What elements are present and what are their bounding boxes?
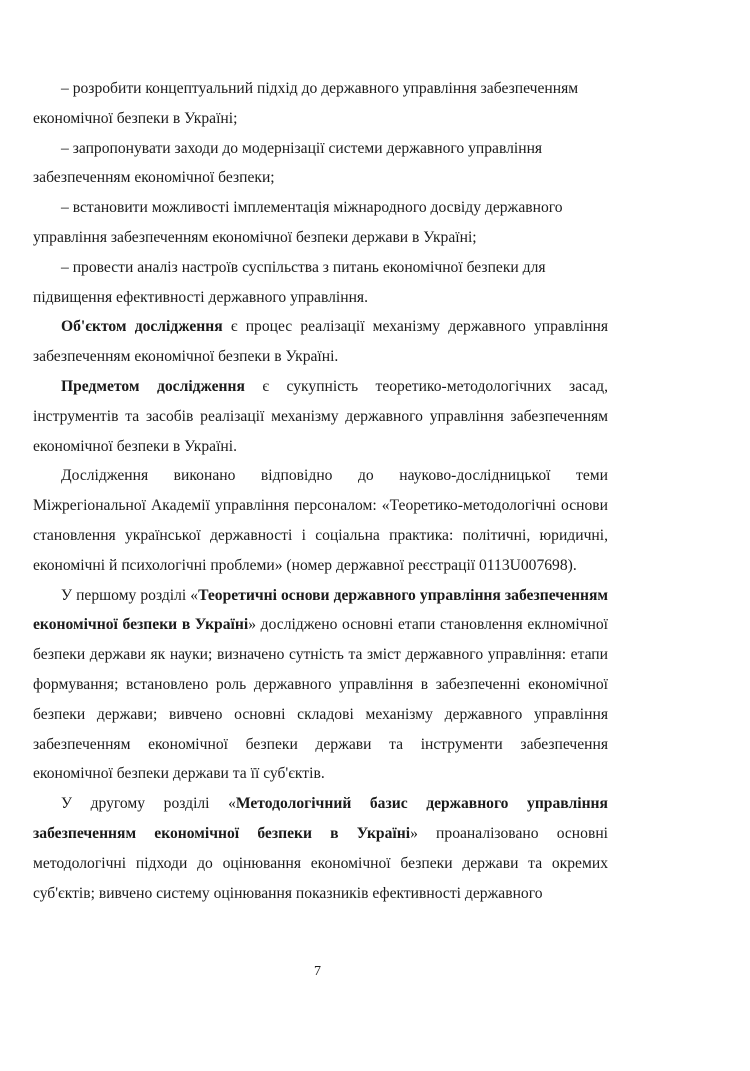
bullet-1: – розробити концептуальний підхід до державного управління забезпеченням економічної безпеки в Україні; (33, 80, 579, 127)
research-object-paragraph (33, 312, 608, 372)
research-object-text: є процес реалізації механізму державного управління забезпеченням економічної безпеки в Україні. (33, 318, 608, 366)
chapter-1-text: » досліджено основні етапи становлення еклномічної безпеки держави як науки; визначено сутність та зміст державного управління: етапи формування; встановлено роль державного управління в забезпеченні економічної безпеки держави; вивчено основні складові механізму державного управління забезпеченням економічної безпеки держави та інструменти забезпечення економічної безпеки держави та її суб'єктів. (33, 616, 608, 783)
chapter-2-paragraph (33, 789, 608, 908)
research-object-label: Об'єктом дослідження (61, 318, 223, 336)
bullet-3: – встановити можливості імплементація міжнародного досвіду державного управління забезпеченням економічної безпеки держави в Україні; (33, 199, 563, 246)
body-text (33, 74, 608, 908)
research-subject-text: є сукупність теоретико-методологічних засад, інструментів та засобів реалізації механізму державного управління забезпеченням економічної безпеки в Україні. (33, 377, 608, 455)
research-subject-label: Предметом дослідження (61, 377, 245, 395)
chapter-1-paragraph (33, 581, 608, 790)
bullet-2: – запропонувати заходи до модернізації системи державного управління забезпеченням економічної безпеки; (33, 139, 543, 187)
chapter-2-text: » проаналізовано основні методологічні підходи до оцінювання економічної безпеки держави та окремих суб'єктів; вивчено систему оцінювання показників ефективності державного (33, 824, 608, 902)
chapter-1-title: Теоретичні основи державного управління забезпеченням економічної безпеки в Україні (33, 586, 608, 634)
chapter-1-intro: У першому розділі « (61, 586, 199, 604)
chapter-2-title: Методологічний базис державного управління забезпеченням економічної безпеки в Україні (33, 795, 608, 842)
research-subject-paragraph (33, 372, 608, 461)
chapter-2-intro: У другому розділі « (61, 795, 236, 813)
research-theme-paragraph: Дослідження виконано відповідно до науково-дослідницької теми Міжрегіональної Академії управління персоналом: «Теоретико-методологічні основи становлення української державності і соціальна практика: політичні, юридичні, економічні й психологічні проблеми» (номер державної реєстрації 0113U007698). (33, 467, 608, 574)
bullet-4: – провести аналіз настроїв суспільства з питань економічної безпеки для підвищення ефективності державного управління. (33, 258, 546, 306)
page-number: 7 (314, 964, 321, 979)
